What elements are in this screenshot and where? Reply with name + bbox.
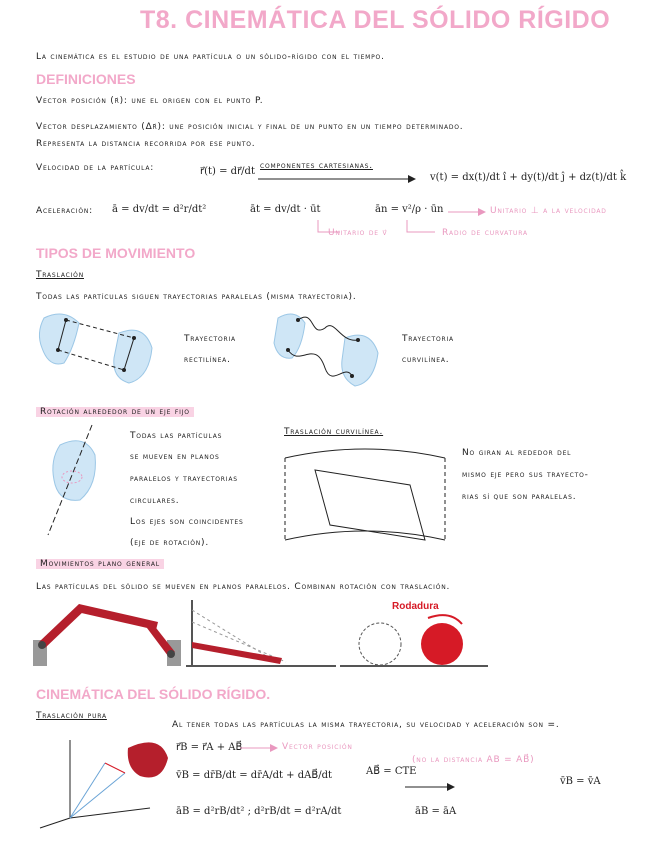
ab-eq: āB = d²rB/dt² ; d²rB/dt = d²rA/dt — [176, 806, 342, 817]
representa-text: Representa la distancia recorrida por ese punto. — [36, 139, 256, 149]
traslacion-pura-label: Traslación pura — [36, 711, 107, 721]
arrow-icon — [240, 743, 280, 753]
unitario-v-note: Unitario de v⃗ — [328, 228, 388, 238]
traslacion-curvilinea-box-diagram — [280, 440, 455, 550]
arrow-icon — [405, 782, 455, 792]
rotacion-text-6: (eje de rotación). — [130, 538, 210, 548]
cinematica-solido-heading: CINEMÁTICA DEL SÓLIDO RÍGIDO. — [36, 686, 271, 702]
rectilinea-label-2: rectilínea. — [184, 355, 231, 365]
ab-result: āB = āA — [415, 806, 457, 817]
unitario-perp-note: Unitario ⊥ a la velocidad — [490, 206, 607, 216]
plano-general-text: Las partículas del sólido se mueven en planos paralelos. Combinan rotación con traslación. — [36, 582, 451, 592]
rb-eq: r⃗B = r⃗A + AB⃗ — [176, 742, 243, 753]
rotacion-text-1: Todas las partículas — [130, 431, 223, 441]
no-giran-text-1: No giran al rededor del — [462, 448, 572, 458]
tipos-heading: TIPOS DE MOVIMIENTO — [36, 245, 196, 261]
curvilinea-label-1: Trayectoria — [402, 334, 454, 344]
traslacion-curvilinea-label: Traslación curvilínea. — [284, 427, 384, 437]
arrow-icon — [448, 207, 488, 217]
radio-curvatura-note: Radio de curvatura — [442, 228, 528, 238]
rotacion-text-5: Los ejes son coincidentes — [130, 517, 244, 527]
bracket-icon — [405, 220, 445, 240]
rotacion-text-3: paralelos y trayectorias — [130, 474, 238, 484]
aceleracion-label: Aceleración: — [36, 206, 93, 216]
rodadura-label: Rodadura — [392, 601, 439, 612]
curvilinea-label-2: curvilínea. — [402, 355, 450, 365]
componentes-text: componentes cartesianas. — [260, 161, 373, 171]
velocidad-eq: r⃗(t) = dr⃗/dt — [200, 166, 255, 177]
intro-text: La cinemática es el estudio de una partícula o un sólido-rígido con el tiempo. — [36, 52, 385, 62]
rotacion-text-2: se mueven en planos — [130, 452, 220, 462]
ab-cte: AB⃗ = CTE — [366, 766, 417, 777]
vb-result: v̄B = v̄A — [560, 776, 601, 787]
traslacion-curvilinea-diagram — [270, 308, 385, 393]
velocidad-cartesianas: v(t) = dx(t)/dt î + dy(t)/dt ĵ + dz(t)/dt k̂ — [430, 172, 627, 183]
traslacion-label: Traslación — [36, 270, 84, 280]
arrow-icon — [258, 174, 418, 184]
vector-posicion-text: Vector posición (r⃗): une el origen con el punto P. — [36, 96, 264, 106]
vector-posicion-note: Vector posición — [282, 742, 353, 752]
vb-eq: v̄B = dr̄B/dt = dr̄A/dt + dAB⃗/dt — [176, 770, 332, 781]
vector-desplazamiento-text: Vector desplazamiento (Δr⃗): une posición inicial y final de un punto en un tiempo determinado. — [36, 122, 464, 132]
plano-general-label: Movimientos plano general — [36, 559, 164, 569]
rodadura-diagram — [340, 612, 490, 672]
plano-inclinado-diagram — [186, 600, 336, 670]
rotacion-text-4: circulares. — [130, 496, 180, 506]
al-tener-text: Al tener todas las partículas la misma trayectoria, su velocidad y aceleración son =. — [172, 720, 560, 730]
rectilinea-label-1: Trayectoria — [184, 334, 236, 344]
aceleracion-tangencial-eq: āt = dv/dt · ūt — [250, 204, 321, 215]
traslacion-text: Todas las partículas siguen trayectorias paralelas (misma trayectoria). — [36, 292, 357, 302]
rotacion-label: Rotación alrededor de un eje fijo — [36, 407, 194, 417]
traslacion-rectilinea-diagram — [34, 308, 164, 398]
no-giran-text-3: rias sí que son paralelas. — [462, 492, 577, 502]
traslacion-pura-diagram — [30, 728, 170, 828]
aceleracion-eq: ā = dv/dt = d²r/dt² — [112, 204, 207, 215]
no-distancia-note: (no la distancia AB = AB⃗) — [412, 755, 535, 765]
definiciones-heading: DEFINICIONES — [36, 71, 136, 87]
rotacion-diagram — [40, 425, 110, 540]
aceleracion-normal-eq: ān = v²/ρ · ūn — [375, 204, 444, 215]
mecanismo-biela-diagram — [33, 600, 183, 670]
no-giran-text-2: mismo eje pero sus trayecto- — [462, 470, 589, 480]
page-title: T8. CINEMÁTICA DEL SÓLIDO RÍGIDO — [140, 6, 611, 34]
velocidad-label: Velocidad de la partícula: — [36, 163, 155, 173]
